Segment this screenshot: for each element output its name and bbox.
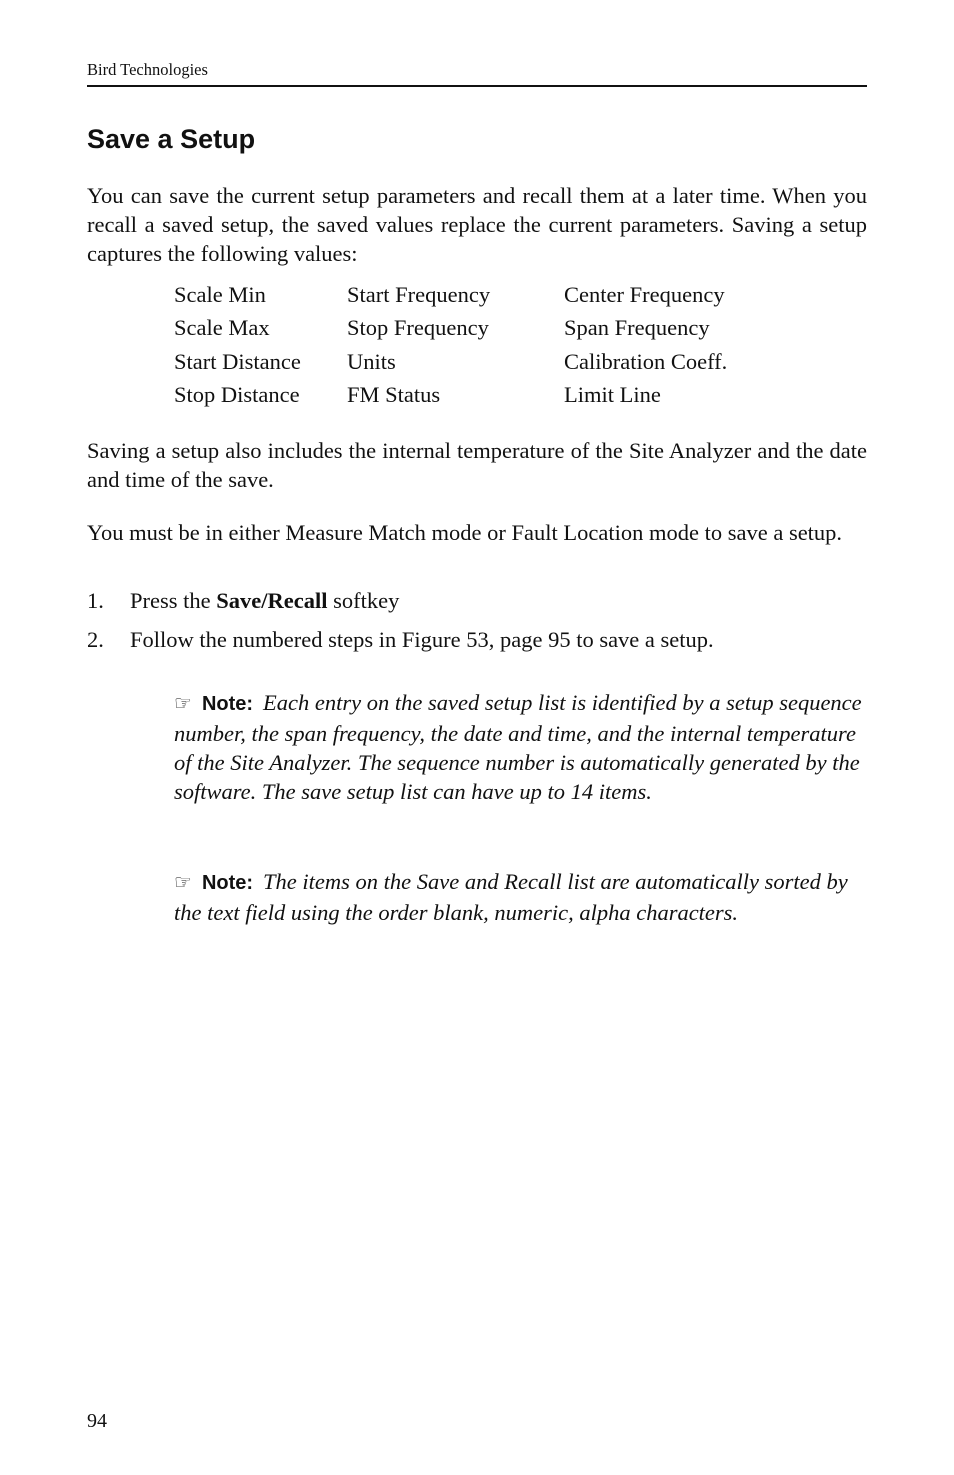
section-heading: Save a Setup: [87, 124, 256, 154]
note-1: [174, 688, 864, 806]
table-row: [174, 278, 784, 312]
note-2: [174, 867, 864, 927]
table-cell: Start Distance: [174, 348, 301, 374]
page-header: [87, 60, 867, 87]
step-text: [130, 586, 399, 615]
table-row: [174, 312, 784, 346]
note-text: The items on the Save and Recall list are automatically sorted by the text field using the order blank, numeric, alpha characters.: [174, 869, 848, 925]
note-text: Each entry on the saved setup list is identified by a setup sequence number, the span frequency, the date and time, and the internal temperature of the Site Analyzer. The sequence number is automatically generated by the software. The save setup list can have up to 14 items.: [174, 690, 862, 804]
page-number: 94: [87, 1410, 107, 1432]
saved-values-table: [174, 278, 784, 412]
table-cell: Limit Line: [564, 382, 661, 408]
table-row: [174, 345, 784, 379]
pointing-hand-icon: ☞: [174, 691, 192, 715]
table-cell: Start Frequency: [347, 281, 491, 307]
table-cell: FM Status: [347, 382, 441, 408]
step-text: Follow the numbered steps in Figure 53, page 95 to save a setup.: [130, 627, 714, 652]
table-cell: Scale Min: [174, 281, 266, 307]
note-label: Note:: [201, 872, 254, 894]
table-row: [174, 379, 784, 413]
step-text-after: softkey: [327, 588, 400, 613]
step-text-before: Press the: [130, 588, 217, 613]
step-number: 2.: [87, 627, 104, 652]
table-cell: Scale Max: [174, 315, 270, 341]
step-number: 1.: [87, 588, 104, 613]
table-cell: Span Frequency: [564, 315, 710, 341]
temperature-paragraph: Saving a setup also includes the internal temperature of the Site Analyzer and the date and time of the save.: [87, 438, 867, 492]
table-cell: Center Frequency: [564, 281, 725, 307]
header-text: Bird Technologies: [87, 60, 208, 79]
note-label: Note:: [201, 693, 254, 715]
table-cell: Stop Distance: [174, 382, 300, 408]
softkey-name: Save/Recall: [216, 588, 328, 613]
table-cell: Calibration Coeff.: [564, 348, 728, 374]
mode-paragraph: You must be in either Measure Match mode or Fault Location mode to save a setup.: [87, 520, 843, 545]
pointing-hand-icon: ☞: [174, 870, 192, 894]
table-cell: Stop Frequency: [347, 315, 489, 341]
intro-paragraph: You can save the current setup parameters and recall them at a later time. When you recall a saved setup, the saved values replace the current parameters. Saving a setup captures the following values:: [87, 183, 867, 266]
table-cell: Units: [347, 348, 396, 374]
